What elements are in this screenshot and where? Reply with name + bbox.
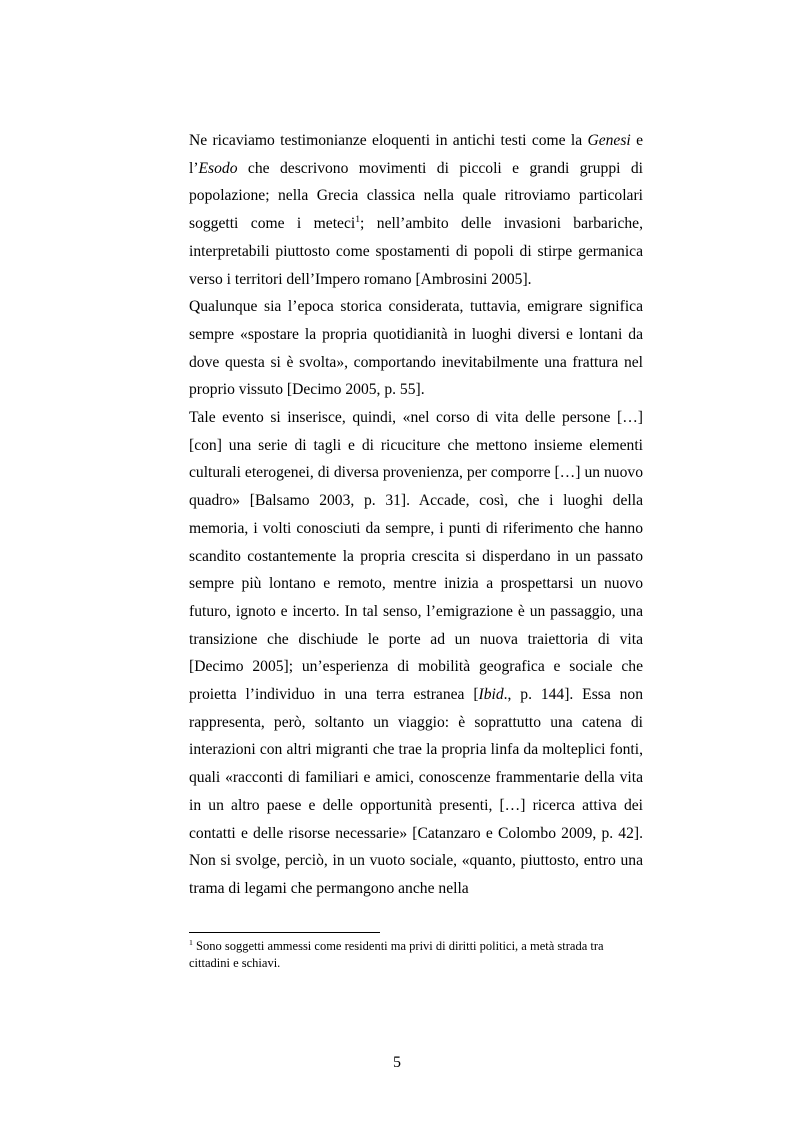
- p1-text-4: ; nell’ambito delle invasioni barbariche, interpretabili piuttosto come spostamenti di popoli di stirpe germanica verso i territori dell’Impero romano [Ambrosini 2005].: [189, 215, 644, 288]
- p1-text-3: che descrivono movimenti di piccoli e grandi gruppi di popolazione; nella Grecia classica nella quale ritroviamo particolari soggetti come i meteci: [189, 159, 643, 233]
- p3-text-2: ., p. 144]. Essa non rappresenta, però, soltanto un viaggio: è soprattutto una catena di interazioni con altri migranti che trae la propria linfa da molteplici fonti, quali «racconti di familiari e amici, conoscenze frammentarie della vita in un altro paese e delle opportunità presenti, […] ricerca attiva dei contatti e delle risorse necessarie» [Catanzaro e Colombo 2009, p. 42]. Non si svolge, perciò, in un vuoto sociale, «quanto, piuttosto, entro una trama di legami che permangono anche nella: [189, 686, 643, 897]
- footnote-marker: 1: [189, 937, 193, 947]
- footnote-divider: [189, 932, 380, 933]
- body-text: [189, 127, 643, 903]
- citation-ibid: Ibid: [478, 686, 504, 704]
- p1-text-1: Ne ricaviamo testimonianze eloquenti in antichi testi come la: [189, 132, 588, 149]
- paragraph-2: Qualunque sia l’epoca storica considerata, tuttavia, emigrare significa sempre «spostare la propria quotidianità in luoghi diversi e lontani da dove questa si è svolta», comportando inevitabilmente una frattura nel proprio vissuto [Decimo 2005, p. 55].: [189, 298, 643, 399]
- page-number: 5: [393, 1054, 401, 1071]
- paragraph-1: [189, 127, 643, 293]
- p1-text-2: e l’: [189, 132, 643, 177]
- paragraph-3: [189, 404, 643, 903]
- p3-text-1: Tale evento si inserisce, quindi, «nel corso di vita delle persone […] [con] una serie di tagli e di ricuciture che mettono insieme elementi culturali eterogenei, di diversa provenienza, per comporre […] un nuovo quadro» [Balsamo 2003, p. 31]. Accade, così, che i luoghi della memoria, i volti conosciuti da sempre, i punti di riferimento che hanno scandito costantemente la propria crescita si disperdano in un passato sempre più lontano e remoto, mentre inizia a prospettarsi un nuovo futuro, ignoto e incerto. In tal senso, l’emigrazione è un passaggio, una transizione che dischiude le porte ad un nuova traiettoria di vita [Decimo 2005]; un’esperienza di mobilità geografica e sociale che proietta l’individuo in una terra estranea [: [189, 409, 643, 704]
- title-genesi: Genesi: [587, 132, 631, 149]
- footnote-text: Sono soggetti ammessi come residenti ma privi di diritti politici, a metà strada tra cittadini e schiavi.: [189, 939, 604, 970]
- title-esodo: Esodo: [198, 159, 238, 177]
- footnote-reference[interactable]: 1: [355, 213, 361, 225]
- footnote: [189, 938, 643, 972]
